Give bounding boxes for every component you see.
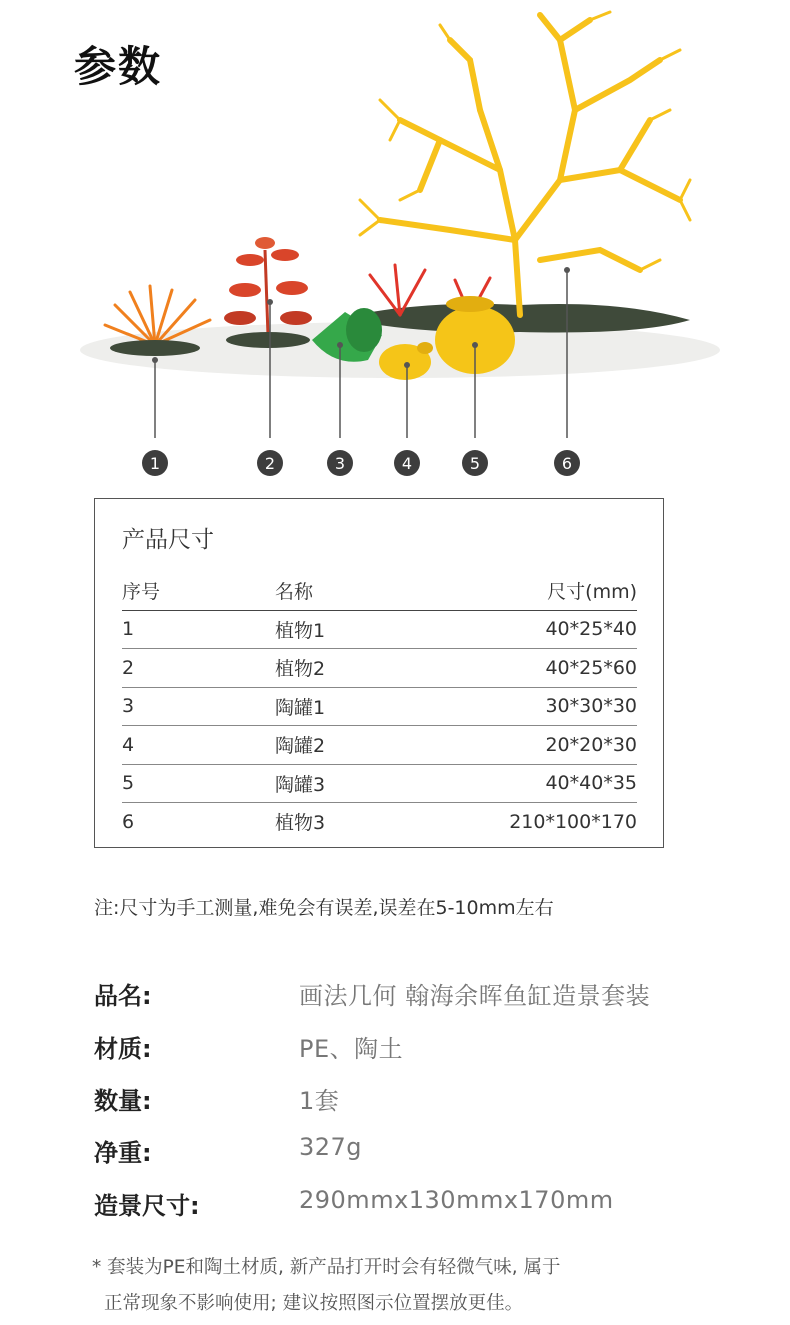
cell-index: 2 [122,656,135,679]
callout-badge-2: 2 [257,450,283,476]
spec-value: 画法几何 翰海余晖鱼缸造景套装 [299,982,651,1010]
cell-name: 陶罐1 [275,696,326,719]
cell-index: 3 [122,695,135,718]
table-row [122,649,637,688]
footer-note [92,1250,732,1322]
size-table [122,572,637,841]
cell-index: 5 [122,772,135,795]
spec-row-material [94,1029,403,1064]
header-index: 序号 [122,581,161,604]
header-name: 名称 [275,581,314,604]
table-row [122,765,637,804]
spec-row-quantity [94,1081,339,1116]
spec-value: PE、陶土 [299,1035,404,1063]
size-table-title: 产品尺寸 [122,527,214,553]
spec-label: 造景尺寸: [94,1192,200,1220]
callout-badge-5: 5 [462,450,488,476]
cell-size: 210*100*170 [509,810,637,833]
spec-label: 材质: [94,1035,152,1063]
footer-note-line-2: 正常现象不影响使用; 建议按照图示位置摆放更佳。 [104,1293,524,1314]
cell-index: 1 [122,618,135,641]
spec-row-scape-size [94,1186,614,1221]
spec-row-product-name [94,976,650,1011]
plant-1-base [110,340,200,356]
cell-size: 40*25*60 [545,656,637,679]
cell-name: 植物1 [275,619,326,642]
cell-size: 20*20*30 [545,733,637,756]
spec-value: 290mmx130mmx170mm [299,1186,614,1214]
cell-size: 40*40*35 [545,772,637,795]
spec-label: 品名: [94,982,152,1010]
plant-2-red-leaves [224,237,312,335]
footer-note-line-1: * 套装为PE和陶土材质, 新产品打开时会有轻微气味, 属于 [92,1257,561,1278]
callout-badge-3: 3 [327,450,353,476]
spec-value: 1套 [299,1087,340,1115]
table-row [122,611,637,650]
product-size-box [94,498,664,848]
table-header-row [122,572,637,611]
header-size: 尺寸(mm) [547,581,637,604]
cell-name: 陶罐3 [275,773,326,796]
cell-size: 40*25*40 [545,618,637,641]
cell-size: 30*30*30 [545,695,637,718]
page-title: 参数 [74,42,163,91]
spec-label: 数量: [94,1087,152,1115]
table-row [122,688,637,727]
cell-name: 植物2 [275,658,326,681]
cell-name: 植物3 [275,812,326,835]
cell-name: 陶罐2 [275,735,326,758]
spec-value: 327g [299,1133,363,1161]
callout-badge-1: 1 [142,450,168,476]
spec-label: 净重: [94,1139,152,1167]
callout-badge-6: 6 [554,450,580,476]
plant-2-base [226,332,310,348]
cell-index: 6 [122,810,135,833]
table-row [122,803,637,841]
measurement-note: 注:尺寸为手工测量,难免会有误差,误差在5-10mm左右 [94,897,554,919]
spec-row-net-weight [94,1133,362,1168]
table-row [122,726,637,765]
cell-index: 4 [122,733,135,756]
callout-badge-4: 4 [394,450,420,476]
